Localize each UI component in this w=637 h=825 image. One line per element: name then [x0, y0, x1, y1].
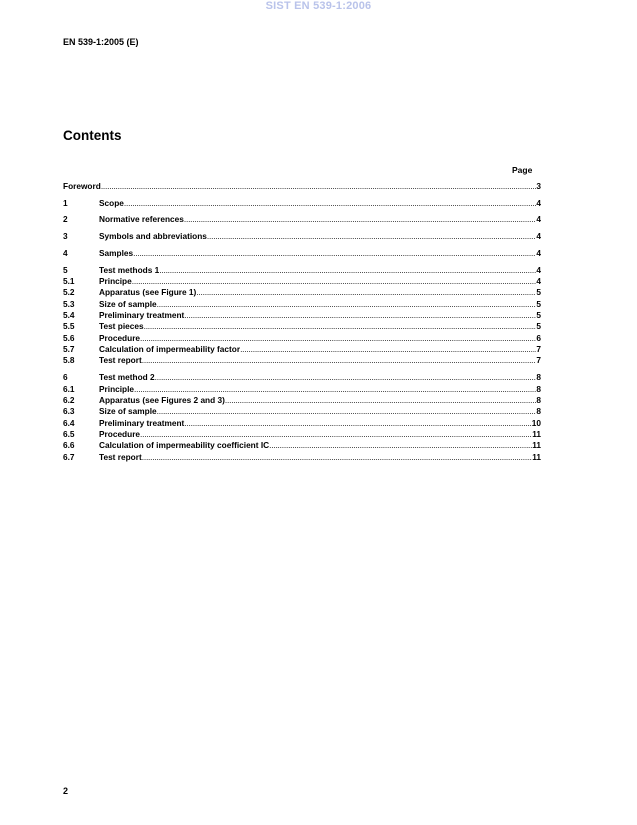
toc-leader-dots — [142, 452, 532, 463]
toc-entry-title: Test method 2 — [99, 372, 155, 383]
toc-leader-dots — [225, 395, 537, 406]
toc-entry-title: Principle — [99, 383, 135, 394]
toc-entry-title: Foreword — [63, 181, 101, 191]
toc-entry-page: 5 — [536, 287, 541, 298]
table-of-contents — [63, 181, 541, 463]
toc-entry-symbols[interactable] — [63, 231, 541, 242]
toc-entry-page: 4 — [536, 231, 541, 242]
toc-leader-dots — [269, 440, 532, 451]
toc-entry-number: 1 — [63, 197, 68, 208]
page-number: 2 — [63, 786, 69, 796]
toc-entry-6-7[interactable] — [63, 452, 541, 463]
toc-entry-page: 8 — [536, 406, 541, 417]
toc-entry-5-8[interactable] — [63, 355, 541, 366]
toc-entry-number: 5.4 — [63, 310, 75, 321]
toc-entry-number: 2 — [63, 214, 68, 225]
toc-leader-dots — [133, 248, 536, 259]
toc-entry-title: Size of sample — [99, 406, 157, 417]
page-column-label: Page — [512, 165, 533, 175]
watermark: SIST EN 539-1:2006 — [265, 0, 372, 12]
toc-entry-test-methods-1[interactable] — [63, 265, 541, 276]
toc-leader-dots — [240, 344, 536, 355]
toc-leader-dots — [184, 418, 531, 429]
toc-entry-6-5[interactable] — [63, 429, 541, 440]
toc-entry-6-4[interactable] — [63, 418, 541, 429]
toc-entry-5-4[interactable] — [63, 310, 541, 321]
toc-entry-number: 6.2 — [63, 394, 75, 405]
toc-entry-title: Apparatus (see Figure 1) — [99, 287, 197, 298]
toc-entry-number: 5.5 — [63, 321, 75, 332]
toc-leader-dots — [184, 214, 537, 225]
toc-entry-number: 6.3 — [63, 406, 75, 417]
toc-leader-dots — [159, 265, 536, 276]
toc-entry-6-3[interactable] — [63, 406, 541, 417]
toc-entry-page: 11 — [532, 440, 541, 451]
toc-leader-dots — [157, 406, 537, 417]
toc-entry-title: Calculation of impermeability coefficient IC — [99, 440, 270, 451]
toc-entry-title: Samples — [99, 247, 134, 258]
toc-entry-page: 8 — [536, 383, 541, 394]
toc-entry-page: 5 — [536, 310, 541, 321]
toc-entry-title: Procedure — [99, 428, 141, 439]
toc-entry-number: 6.5 — [63, 428, 75, 439]
toc-entry-number: 6.6 — [63, 440, 75, 451]
toc-entry-test-method-2[interactable] — [63, 372, 541, 383]
toc-leader-dots — [140, 429, 532, 440]
toc-entry-title: Apparatus (see Figures 2 and 3) — [99, 394, 225, 405]
document-id: EN 539-1:2005 (E) — [63, 37, 139, 47]
toc-entry-number: 5.1 — [63, 276, 75, 287]
toc-entry-5-3[interactable] — [63, 299, 541, 310]
toc-entry-number: 6 — [63, 372, 68, 383]
toc-entry-number: 5.8 — [63, 355, 75, 366]
toc-leader-dots — [155, 372, 537, 383]
toc-leader-dots — [207, 231, 536, 242]
toc-entry-page: 11 — [532, 428, 541, 439]
toc-entry-page: 7 — [536, 344, 541, 355]
toc-entry-page: 4 — [536, 197, 541, 208]
toc-entry-title: Procedure — [99, 332, 141, 343]
toc-entry-number: 5.6 — [63, 332, 75, 343]
toc-entry-foreword[interactable] — [63, 181, 541, 192]
toc-leader-dots — [196, 287, 536, 298]
toc-entry-5-5[interactable] — [63, 321, 541, 332]
toc-entry-number: 3 — [63, 231, 68, 242]
toc-entry-number: 6.7 — [63, 451, 75, 462]
toc-entry-number: 6.4 — [63, 417, 75, 428]
toc-leader-dots — [144, 321, 537, 332]
toc-entry-title: Size of sample — [99, 298, 157, 309]
toc-entry-number: 5.2 — [63, 287, 75, 298]
toc-entry-page: 5 — [536, 321, 541, 332]
toc-entry-page: 3 — [536, 181, 541, 191]
toc-leader-dots — [101, 181, 537, 192]
toc-entry-title: Scope — [99, 197, 124, 208]
toc-entry-title: Symbols and abbreviations — [99, 231, 207, 242]
toc-entry-title: Test report — [99, 451, 142, 462]
toc-entry-page: 4 — [536, 276, 541, 287]
toc-entry-5-7[interactable] — [63, 344, 541, 355]
toc-entry-title: Preliminary treatment — [99, 310, 185, 321]
toc-entry-page: 6 — [536, 332, 541, 343]
toc-entry-page: 4 — [536, 247, 541, 258]
toc-leader-dots — [134, 384, 536, 395]
toc-leader-dots — [184, 310, 536, 321]
toc-entry-page: 10 — [531, 417, 541, 428]
toc-entry-scope[interactable] — [63, 198, 541, 209]
toc-leader-dots — [124, 198, 536, 209]
toc-entry-number: 5.7 — [63, 344, 75, 355]
toc-entry-title: Calculation of impermeability factor — [99, 344, 241, 355]
toc-entry-title: Normative references — [99, 214, 184, 225]
toc-leader-dots — [142, 355, 537, 366]
toc-entry-5-6[interactable] — [63, 333, 541, 344]
toc-entry-page: 8 — [536, 372, 541, 383]
toc-entry-samples[interactable] — [63, 248, 541, 259]
toc-entry-page: 5 — [536, 298, 541, 309]
toc-leader-dots — [157, 299, 537, 310]
toc-entry-5-1[interactable] — [63, 276, 541, 287]
toc-entry-normative-references[interactable] — [63, 214, 541, 225]
toc-entry-title: Test report — [99, 355, 142, 366]
toc-entry-6-2[interactable] — [63, 395, 541, 406]
toc-entry-page: 11 — [532, 451, 541, 462]
toc-entry-title: Principe — [99, 276, 132, 287]
toc-entry-number: 5 — [63, 264, 68, 275]
toc-entry-5-2[interactable] — [63, 287, 541, 298]
toc-entry-6-6[interactable] — [63, 440, 541, 451]
toc-entry-title: Test methods 1 — [99, 264, 160, 275]
toc-leader-dots — [140, 333, 536, 344]
toc-entry-page: 8 — [536, 394, 541, 405]
toc-entry-page: 4 — [536, 264, 541, 275]
toc-entry-title: Preliminary treatment — [99, 417, 185, 428]
toc-entry-number: 5.3 — [63, 298, 75, 309]
toc-entry-6-1[interactable] — [63, 384, 541, 395]
toc-entry-page: 7 — [536, 355, 541, 366]
contents-heading: Contents — [63, 128, 122, 143]
toc-entry-number: 6.1 — [63, 383, 75, 394]
toc-leader-dots — [132, 276, 537, 287]
toc-entry-title: Test pieces — [99, 321, 144, 332]
toc-entry-number: 4 — [63, 247, 68, 258]
toc-entry-page: 4 — [536, 214, 541, 225]
